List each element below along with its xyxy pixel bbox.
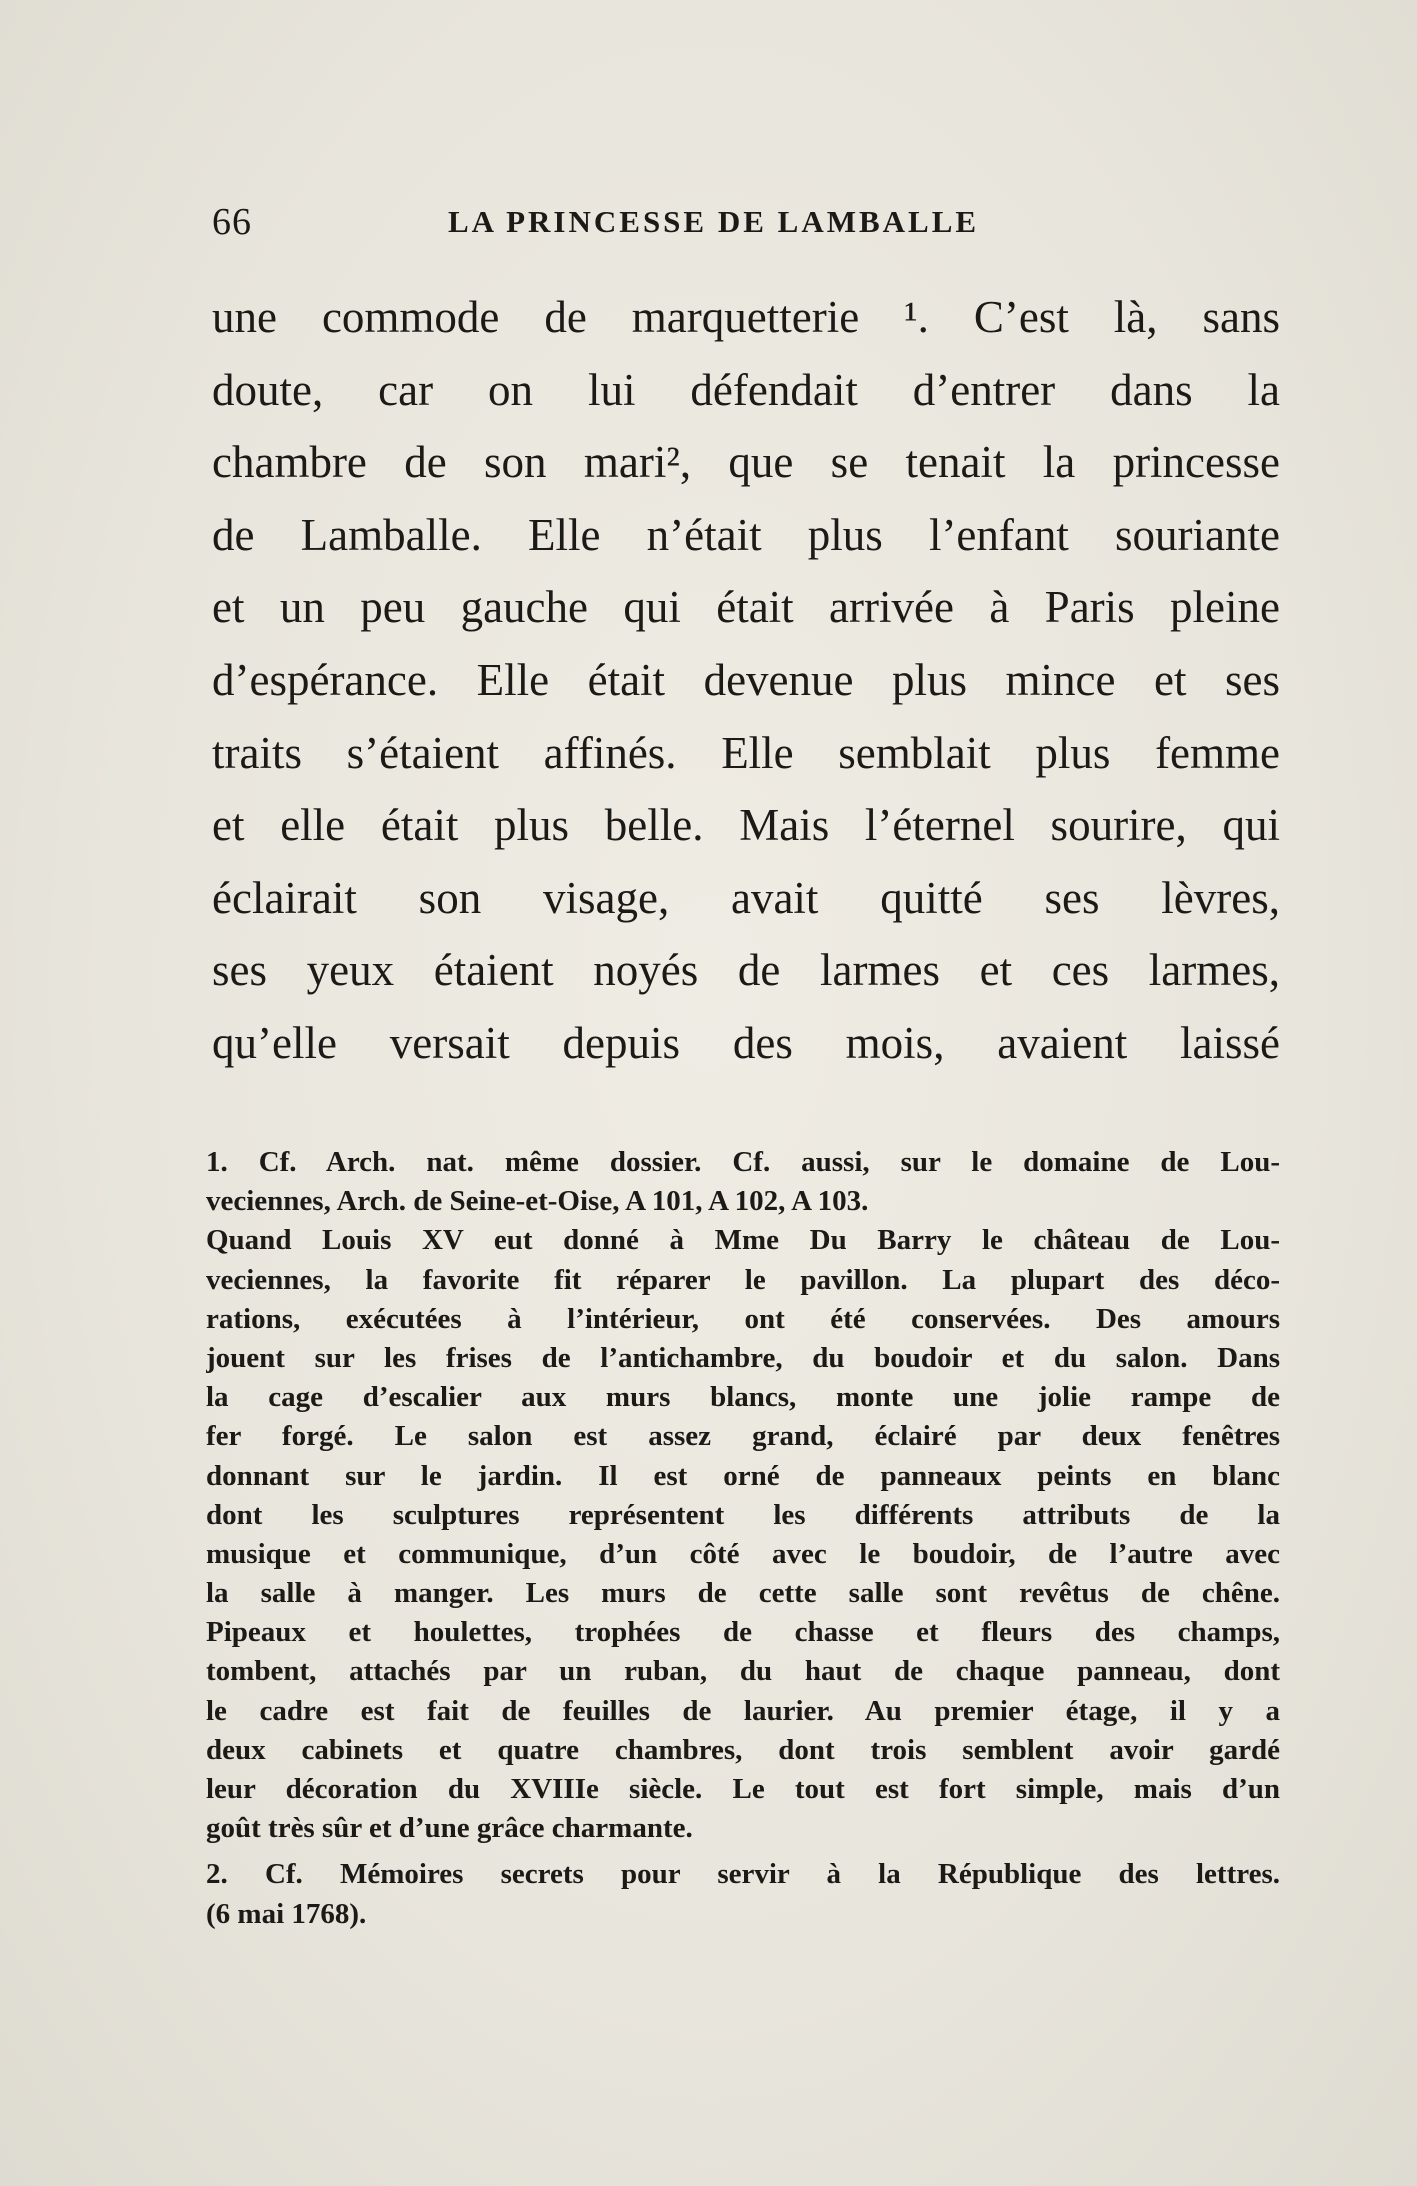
footnote-line: jouent sur les frises de l’antichambre, du boudoir et du salon. Dans (206, 1341, 1280, 1374)
body-line: doute, car on lui défendait d’entrer dans la (212, 364, 1280, 415)
body-line: ses yeux étaient noyés de larmes et ces larmes, (212, 945, 1280, 996)
footnote-line: veciennes, la favorite fit réparer le pavillon. La plupart des déco- (206, 1263, 1280, 1296)
running-title: LA PRINCESSE DE LAMBALLE (448, 204, 980, 239)
footnote-line: la cage d’escalier aux murs blancs, monte une jolie rampe de (206, 1381, 1280, 1414)
footnote-line: leur décoration du XVIIIe siècle. Le tout est fort simple, mais d’un (206, 1773, 1280, 1805)
footnote-line: rations, exécutées à l’intérieur, ont été conservées. Des amours (206, 1302, 1280, 1335)
footnote-line: tombent, attachés par un ruban, du haut de chaque panneau, dont (206, 1655, 1280, 1688)
footnote-line: goût très sûr et d’une grâce charmante. (206, 1812, 693, 1845)
body-line: et elle était plus belle. Mais l’éternel sourire, qui (212, 800, 1280, 851)
footnote-line: le cadre est fait de feuilles de laurier. Au premier étage, il y a (206, 1694, 1280, 1727)
body-line: d’espérance. Elle était devenue plus mince et ses (212, 654, 1280, 705)
footnote-line: veciennes, Arch. de Seine-et-Oise, A 101, A 102, A 103. (206, 1185, 869, 1218)
body-text (212, 281, 1280, 1080)
footnote-2 (206, 1855, 1280, 1933)
body-line: traits s’étaient affinés. Elle semblait plus femme (212, 727, 1280, 778)
footnote-line: la salle à manger. Les murs de cette salle sont revêtus de chêne. (206, 1577, 1280, 1610)
footnote-line: Quand Louis XV eut donné à Mme Du Barry le château de Lou- (206, 1224, 1280, 1257)
page-header (212, 200, 1042, 250)
body-line: qu’elle versait depuis des mois, avaient laissé (212, 1017, 1280, 1068)
footnote-line: deux cabinets et quatre chambres, dont trois semblent avoir gardé (206, 1733, 1280, 1766)
body-line: chambre de son mari², que se tenait la princesse (212, 437, 1280, 488)
footnotes (206, 1143, 1280, 1934)
footnote-line: musique et communique, d’un côté avec le boudoir, de l’autre avec (206, 1537, 1280, 1570)
body-line: une commode de marquetterie ¹. C’est là, sans (212, 292, 1280, 342)
footnote-line: dont les sculptures représentent les différents attributs de la (206, 1498, 1280, 1531)
footnote-line: Pipeaux et houlettes, trophées de chasse et fleurs des champs, (206, 1616, 1280, 1649)
footnote-line: donnant sur le jardin. Il est orné de panneaux peints en blanc (206, 1459, 1280, 1492)
footnote-1 (206, 1143, 1280, 1848)
footnote-line: 1. Cf. Arch. nat. même dossier. Cf. aussi, sur le domaine de Lou- (206, 1146, 1280, 1178)
body-line: de Lamballe. Elle n’était plus l’enfant souriante (212, 509, 1280, 560)
body-line: éclairait son visage, avait quitté ses lèvres, (212, 872, 1280, 923)
body-line: et un peu gauche qui était arrivée à Paris pleine (212, 582, 1280, 633)
footnote-line: 2. Cf. Mémoires secrets pour servir à la République des lettres. (206, 1858, 1280, 1891)
footnote-line: (6 mai 1768). (206, 1897, 367, 1930)
page-number: 66 (212, 201, 252, 243)
footnote-line: fer forgé. Le salon est assez grand, éclairé par deux fenêtres (206, 1420, 1280, 1453)
footnote-spacer (206, 1848, 1280, 1855)
